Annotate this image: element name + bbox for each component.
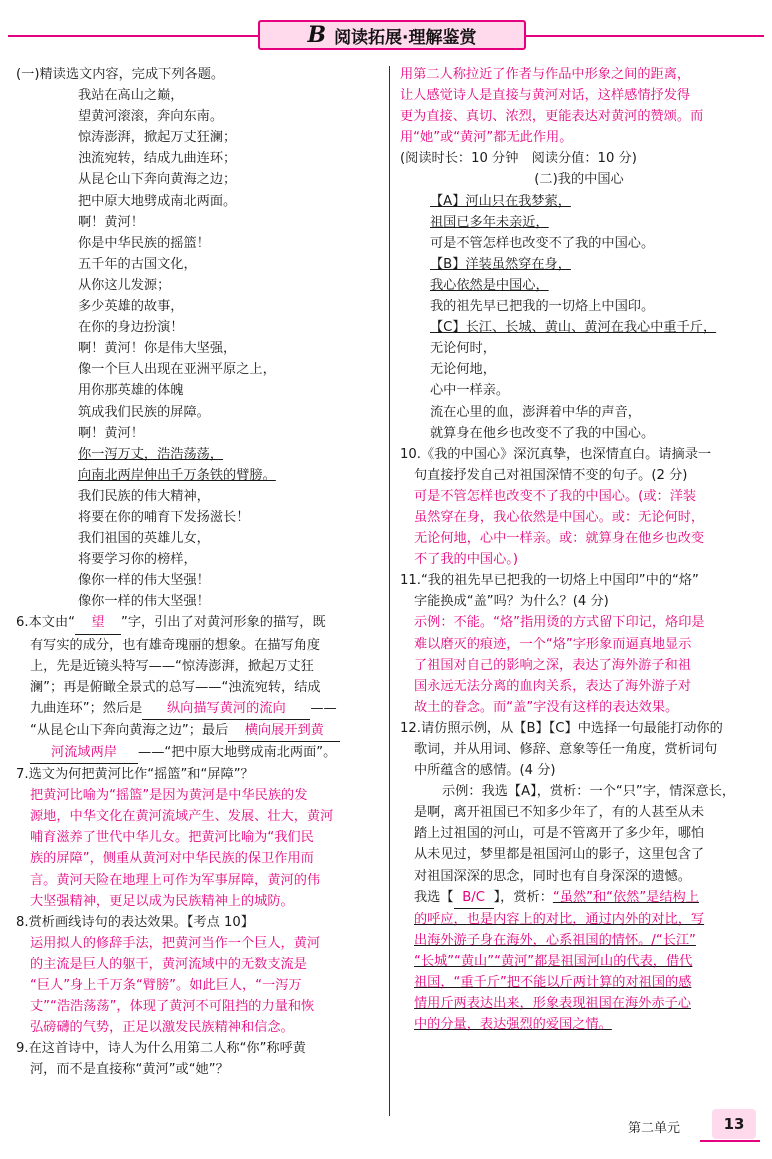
answer-text: 言。黄河天险在地理上可作为军事屏障，黄河的伟 (30, 872, 321, 888)
answer-text: 示例：不能。“烙”指用烫的方式留下印记，烙印是 (414, 615, 705, 631)
poem-line: 用你那英雄的体魄 (78, 383, 184, 399)
poem-line: 望黄河滚滚，奔向东南。 (78, 109, 224, 125)
answer-text: 无论何地，心中一样亲。或：就算身在他乡也改变 (414, 531, 705, 547)
question-text: 中所蕴含的感情。(4 分) (414, 763, 556, 779)
poem-line-underlined: 向南北两岸伸出千万条铁的臂膀。 (78, 467, 276, 483)
page-number: 13 (712, 1109, 756, 1139)
poem-line: 我的祖先早已把我的一切烙上中国印。 (430, 299, 655, 315)
example-text: 踏上过祖国的河山，可是不管离开了多少年，哪怕 (414, 826, 705, 842)
question-12 (400, 718, 758, 1035)
answer-text: 弘磅礴的气势，正足以激发民族精神和信念。 (30, 1020, 294, 1036)
poem-line: 啊！黄河！你是伟大坚强， (78, 341, 237, 357)
poem-line: 啊！黄河！ (78, 425, 144, 441)
poem-line: 筑成我们民族的屏障。 (78, 404, 210, 420)
question-text: 11.“我的祖先早已把我的一切烙上中国印”中的“烙” (400, 573, 699, 589)
poem-line: 像一个巨人出现在亚洲平原之上， (78, 362, 276, 378)
answer-text: 的主流是巨人的躯干，黄河流域中的无数支流是 (30, 956, 307, 972)
poem-zhongguoxin (400, 191, 758, 444)
poem-line: 啊！黄河！ (78, 214, 144, 230)
answer-blank[interactable]: 纵向描写黄河的流向 (142, 698, 310, 720)
footer-rule (700, 1140, 760, 1142)
question-text: 歌词，并从用词、修辞、意象等任一角度，赏析词句 (414, 742, 718, 757)
example-text: 是啊，离开祖国已不知多少年了，有的人甚至从未 (414, 805, 705, 821)
answer-text: 可是不管怎样也改变不了我的中国心。(或：洋装 (414, 488, 697, 504)
answer-text: 把黄河比喻为“摇篮”是因为黄河是中华民族的发 (30, 788, 308, 804)
left-column (16, 64, 382, 1081)
reading-info: (阅读时长：10 分钟 阅读分值：10 分) (400, 151, 637, 167)
question-7 (16, 764, 382, 912)
poem-huanghe (16, 85, 382, 612)
answer-text: 哺育滋养了世代中华儿女。把黄河比喻为“我们民 (30, 830, 314, 846)
answer-text: 用“她”或“黄河”都无此作用。 (400, 130, 573, 146)
section2-title: (二)我的中国心 (534, 172, 624, 188)
poem-line: 我们民族的伟大精神， (78, 488, 210, 504)
answer-text: 国永远无法分离的血肉关系，表达了海外游子对 (414, 678, 691, 694)
question-8 (16, 912, 382, 1039)
answer-text: 虽然穿在身，我心依然是中国心。或：无论何时， (414, 509, 705, 525)
answer-text: “虽然”和“依然”是结构上 (552, 889, 699, 905)
answer-text: 不了我的中国心。) (414, 552, 519, 568)
footer-unit-label: 第二单元 (628, 1121, 681, 1136)
poem-line-underlined: 【A】河山只在我梦萦， (430, 193, 571, 209)
question-text: 9.在这首诗中，诗人为什么用第二人称“你”称呼黄 (16, 1041, 306, 1057)
answer-blank[interactable]: 望 (75, 612, 121, 634)
question-6: 6.本文由“ 望 ”字，引出了对黄河形象的描写，既 有写实的成分，也有雄奇瑰丽的想象。在描写角度 上，先是近镜头特写——“惊涛澎湃，掀起万丈狂 澜”；再是俯瞰全景式的总写——“浊流宛转，结成 九曲连环”；然后是 纵向描写黄河的流向 —— “从昆仑山下奔向黄海之边”；最后 横向展开到黄 河流域两岸 ——“把中原大地劈成南北两面”。 (16, 612, 382, 764)
answer-text: 用第二人称拉近了作者与作品中形象之间的距离， (400, 67, 691, 82)
answer-text: 源地，中华文化在黄河流域产生、发展、壮大，黄河 (30, 809, 334, 825)
poem-line-underlined: 你一泻万丈，浩浩荡荡， (78, 446, 224, 462)
answer-text: 的呼应，也是内容上的对比，通过内外的对比，写 (414, 911, 705, 927)
poem-line: 可是不管怎样也改变不了我的中国心。 (430, 235, 655, 251)
poem-line: 你是中华民族的摇篮！ (78, 235, 210, 251)
column-divider (389, 66, 390, 1116)
answer-text: 大坚强精神，更足以成为民族精神上的城防。 (30, 893, 294, 909)
example-text: 示例：我选【A】，赏析：一个“只”字，情深意长， (442, 784, 736, 800)
answer-text: 丈”“浩浩荡荡”，体现了黄河不可阻挡的力量和恢 (30, 999, 315, 1015)
poem-line: 惊涛澎湃，掀起万丈狂澜； (78, 130, 237, 146)
poem-line: 浊流宛转，结成九曲连环； (78, 151, 237, 167)
poem-line: 流在心里的血，澎湃着中华的声音， (430, 404, 641, 420)
question-11 (400, 570, 758, 718)
answer-text: 运用拟人的修辞手法，把黄河当作一个巨人，黄河 (30, 935, 321, 951)
answer-text: “长城”“黄山”“黄河”都是祖国河山的代表，借代 (414, 953, 693, 969)
poem-line: 我们祖国的英雄儿女， (78, 531, 210, 547)
question-9 (16, 1038, 382, 1080)
header-box (258, 20, 526, 50)
answer-text: 难以磨灭的痕迹，一个“烙”字形象而逼真地显示 (414, 636, 692, 652)
answer-text: 了祖国对自己的影响之深，表达了海外游子和祖 (414, 657, 691, 673)
answer-blank[interactable]: 横向展开到黄 (228, 720, 340, 742)
example-text: 对祖国深深的思念，同时也有自身深深的遗憾。 (414, 868, 691, 884)
answer-text: 更为直接、真切、浓烈，更能表达对黄河的赞颂。而 (400, 109, 704, 125)
q9-answer (400, 64, 758, 148)
poem-line: 在你的身边扮演！ (78, 320, 184, 336)
poem-line-underlined: 【B】洋装虽然穿在身， (430, 256, 571, 272)
answer-pick-line: 我选【 B/C 】，赏析：“虽然”和“依然”是结构上 (400, 887, 758, 909)
answer-text: 情用斤两表达出来，形象表现祖国在海外赤子心 (414, 996, 691, 1012)
poem-line-underlined: 【C】长江、长城、黄山、黄河在我心中重千斤， (430, 320, 717, 336)
question-text: 10.《我的中国心》深沉真挚，也深情直白。请摘录一 (400, 446, 712, 462)
answer-text: 中的分量，表达强烈的爱国之情。 (414, 1017, 612, 1033)
header-title: 阅读拓展·理解鉴赏 (334, 27, 477, 48)
poem-line: 就算身在他乡也改变不了我的中国心。 (430, 425, 655, 441)
question-10 (400, 444, 758, 571)
poem-line: 无论何时， (430, 341, 496, 357)
poem-line-underlined: 我心依然是中国心， (430, 277, 549, 293)
poem-line: 五千年的古国文化， (78, 256, 197, 272)
poem-line: 像你一样的伟大坚强！ (78, 573, 210, 589)
question-text: 7.选文为何把黄河比作“摇篮”和“屏障”？ (16, 767, 254, 783)
poem-line: 无论何地， (430, 362, 496, 378)
question-text: 句直接抒发自己对祖国深情不变的句子。(2 分) (414, 467, 688, 483)
poem-line: 将要学习你的榜样， (78, 552, 197, 568)
example-text: 从未见过，梦里都是祖国河山的影子，这里包含了 (414, 847, 705, 863)
answer-text: 出海外游子身在海外，心系祖国的情怀。/“长江” (414, 932, 696, 948)
right-column (400, 64, 758, 1035)
poem-line: 把中原大地劈成南北两面。 (78, 193, 237, 209)
poem-line: 我站在高山之巅， (78, 88, 184, 104)
answer-text: 故土的眷念。而“盖”字没有这样的表达效果。 (414, 699, 679, 715)
question-text: 8.赏析画线诗句的表达效果。【考点 10】 (16, 914, 254, 930)
poem-line: 像你一样的伟大坚强！ (78, 594, 210, 610)
answer-blank[interactable]: B/C (454, 887, 494, 909)
poem-line: 将要在你的哺育下发扬滋长！ (78, 509, 250, 525)
question-text: 12.请仿照示例，从【B】【C】中选择一句最能打动你的 (400, 720, 723, 736)
question-text: 字能换成“盖”吗？为什么？(4 分) (414, 594, 609, 610)
question-text: 河，而不是直接称“黄河”或“她”？ (30, 1062, 229, 1078)
answer-text: “巨人”身上千万条“臂膀”。如此巨人，“一泻万 (30, 978, 302, 994)
answer-blank[interactable]: 河流域两岸 (30, 742, 138, 764)
poem-line: 多少英雄的故事， (78, 299, 184, 315)
section-header (0, 20, 772, 50)
poem-line-underlined: 祖国已多年未亲近， (430, 214, 549, 230)
answer-text: 祖国，“重千斤”把不能以斤两计算的对祖国的感 (414, 975, 692, 991)
poem-line: 心中一样亲。 (430, 383, 510, 399)
header-letter: B (307, 22, 327, 48)
section1-title: (一)精读选文内容，完成下列各题。 (16, 67, 225, 82)
poem-line: 从你这儿发源； (78, 277, 171, 293)
answer-text: 族的屏障”，侧重从黄河对中华民族的保卫作用而 (30, 851, 314, 867)
answer-text: 让人感觉诗人是直接与黄河对话，这样感情抒发得 (400, 88, 691, 104)
poem-line: 从昆仑山下奔向黄海之边； (78, 172, 237, 188)
